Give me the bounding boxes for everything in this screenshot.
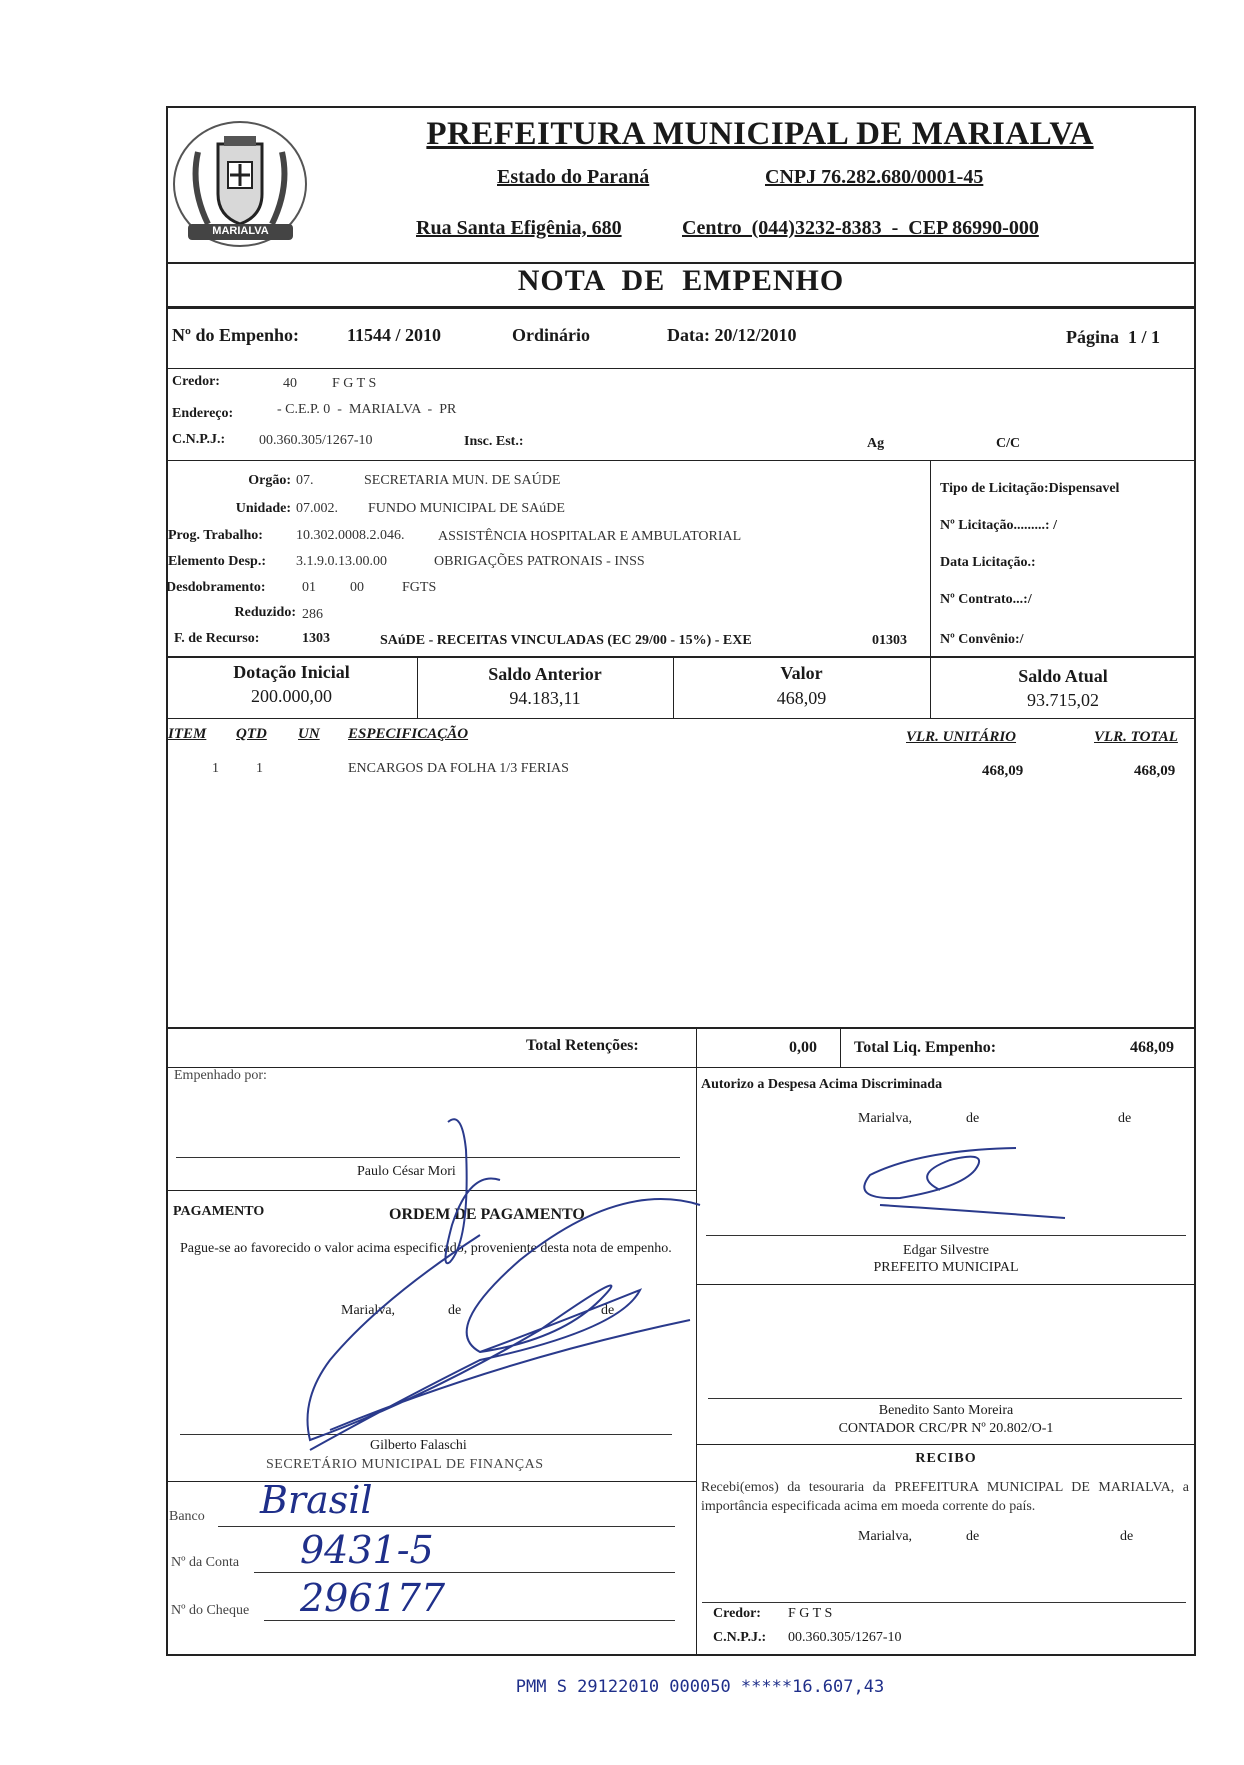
saldo-atual-value: 93.715,02: [1027, 690, 1099, 710]
recibo-de1: de: [966, 1529, 980, 1544]
total-liquido-value: 468,09: [1130, 1039, 1174, 1056]
prefeito-cargo: PREFEITO MUNICIPAL: [873, 1260, 1019, 1275]
ordem-pagamento-label: ORDEM DE PAGAMENTO: [389, 1206, 585, 1223]
total-liquido-label: Total Liq. Empenho:: [854, 1039, 997, 1056]
autorizo-local: Marialva,: [858, 1111, 913, 1126]
conta-corrente-label: C/C: [996, 436, 1021, 451]
signature-edgar: [864, 1148, 1065, 1218]
desdobramento-label: Desdobramento:: [166, 580, 266, 595]
total-retencoes-label: Total Retenções:: [526, 1037, 639, 1054]
elemento-code: 3.1.9.0.13.00.00: [296, 554, 387, 569]
municipal-cnpj: CNPJ 76.282.680/0001-45: [765, 166, 984, 188]
recurso-number: 01303: [872, 633, 907, 648]
row-vlr-unitario: 468,09: [982, 763, 1024, 779]
signature-gilberto: [308, 1199, 701, 1450]
banco-label: Banco: [169, 1509, 205, 1524]
orgao-label: Orgão:: [248, 473, 291, 488]
autorizo-de1: de: [966, 1111, 980, 1126]
endereco-label: Endereço:: [172, 406, 234, 421]
recibo-cnpj: 00.360.305/1267-10: [788, 1630, 902, 1645]
insc-est-label: Insc. Est.:: [464, 434, 524, 449]
unidade-label: Unidade:: [235, 501, 291, 516]
row-item: 1: [212, 761, 219, 776]
recibo-cnpj-label: C.N.P.J.:: [713, 1630, 767, 1645]
pagamento-de2: de: [601, 1303, 615, 1318]
reduzido-value: 286: [302, 607, 323, 622]
numero-contrato: Nº Contrato...:/: [940, 592, 1032, 607]
conta-handwritten: 9431-5: [300, 1528, 434, 1572]
cheque-label: Nº do Cheque: [171, 1603, 250, 1618]
recurso-name: SAúDE - RECEITAS VINCULADAS (EC 29/00 - 15%) - EXE: [380, 633, 752, 648]
recibo-credor: F G T S: [788, 1606, 833, 1621]
saldo-anterior-label: Saldo Anterior: [488, 664, 602, 684]
recibo-texto: Recebi(emos) da tesouraria da PREFEITURA MUNICIPAL DE MARIALVA, a importância especificada acima em moeda corrente do país.: [701, 1480, 1189, 1514]
col-un: UN: [298, 726, 320, 742]
state-label: Estado do Paraná: [497, 166, 650, 188]
empenho-number: 11544 / 2010: [347, 325, 442, 345]
recibo-credor-label: Credor:: [713, 1606, 761, 1621]
credor-cnpj: 00.360.305/1267-10: [259, 433, 373, 448]
col-vlr-unitario: VLR. UNITÁRIO: [906, 729, 1017, 745]
page-number: Página 1 / 1: [1066, 327, 1161, 347]
recibo-label: RECIBO: [915, 1451, 977, 1466]
footer-stamp: PMM S 29122010 000050 *****16.607,43: [515, 1677, 885, 1697]
contador-nome: Benedito Santo Moreira: [878, 1403, 1014, 1418]
pagamento-local: Marialva,: [341, 1303, 396, 1318]
saldo-anterior-value: 94.183,11: [509, 688, 581, 708]
reduzido-label: Reduzido:: [234, 605, 296, 620]
valor-value: 468,09: [776, 688, 827, 708]
page-title: PREFEITURA MUNICIPAL DE MARIALVA: [426, 116, 1094, 152]
prefeito-nome: Edgar Silvestre: [903, 1243, 989, 1258]
numero-licitacao: Nº Licitação.........: /: [940, 518, 1057, 533]
credor-code: 40: [283, 376, 297, 391]
autorizo-de2: de: [1118, 1111, 1132, 1126]
orgao-name: SECRETARIA MUN. DE SAÚDE: [364, 473, 561, 488]
unidade-code: 07.002.: [296, 501, 338, 516]
dotacao-inicial-value: 200.000,00: [251, 686, 332, 706]
secretario-nome: Gilberto Falaschi: [370, 1438, 467, 1453]
data-licitacao: Data Licitação.:: [940, 555, 1036, 570]
signature-paulo: [445, 1119, 500, 1263]
row-vlr-total: 468,09: [1134, 763, 1176, 779]
col-qtd: QTD: [236, 726, 267, 742]
pagamento-de1: de: [448, 1303, 462, 1318]
empenhado-nome: Paulo César Mori: [357, 1164, 456, 1179]
street-address: Rua Santa Efigênia, 680: [416, 217, 622, 239]
desdobramento-name: FGTS: [402, 580, 437, 595]
document-title: NOTA DE EMPENHO: [517, 264, 845, 297]
prog-trabalho-label: Prog. Trabalho:: [168, 528, 263, 543]
elemento-label: Elemento Desp.:: [168, 554, 266, 569]
numero-convenio: Nº Convênio:/: [940, 632, 1024, 647]
agencia-label: Ag: [867, 436, 885, 451]
row-qtd: 1: [256, 761, 263, 776]
empenho-number-label: Nº do Empenho:: [172, 325, 299, 345]
pagamento-label: PAGAMENTO: [173, 1204, 265, 1219]
col-especificacao: ESPECIFICAÇÃO: [348, 726, 469, 742]
empenhado-label: Empenhado por:: [174, 1068, 267, 1083]
recurso-label: F. de Recurso:: [174, 631, 260, 646]
desdobramento-b: 00: [350, 580, 364, 595]
contact-info: Centro (044)3232-8383 - CEP 86990-000: [682, 217, 1039, 239]
col-item: ITEM: [168, 726, 207, 742]
pagamento-texto: Pague-se ao favorecido o valor acima especificado, proveniente desta nota de empenho.: [180, 1241, 672, 1256]
crest-banner-text: MARIALVA: [212, 225, 269, 237]
conta-label: Nº da Conta: [171, 1555, 240, 1570]
credor-endereco: - C.E.P. 0 - MARIALVA - PR: [277, 402, 457, 417]
desdobramento-a: 01: [302, 580, 316, 595]
credor-name: F G T S: [332, 376, 377, 391]
credor-label: Credor:: [172, 374, 220, 389]
prog-trabalho-code: 10.302.0008.2.046.: [296, 528, 405, 543]
valor-label: Valor: [780, 663, 823, 683]
banco-handwritten: Brasil: [260, 1478, 373, 1522]
row-especificacao: ENCARGOS DA FOLHA 1/3 FERIAS: [348, 761, 569, 776]
recibo-de2: de: [1120, 1529, 1134, 1544]
contador-cargo: CONTADOR CRC/PR Nº 20.802/O-1: [838, 1421, 1054, 1436]
col-vlr-total: VLR. TOTAL: [1094, 729, 1178, 745]
orgao-code: 07.: [296, 473, 314, 488]
saldo-atual-label: Saldo Atual: [1018, 666, 1108, 686]
recurso-code: 1303: [302, 631, 330, 646]
elemento-name: OBRIGAÇÕES PATRONAIS - INSS: [434, 554, 645, 569]
cheque-handwritten: 296177: [300, 1576, 446, 1620]
tipo-licitacao: Tipo de Licitação:Dispensavel: [940, 481, 1120, 496]
cnpj-label: C.N.P.J.:: [172, 432, 226, 447]
total-retencoes-value: 0,00: [789, 1039, 817, 1056]
secretario-cargo: SECRETÁRIO MUNICIPAL DE FINANÇAS: [266, 1457, 544, 1472]
dotacao-inicial-label: Dotação Inicial: [233, 662, 350, 682]
unidade-name: FUNDO MUNICIPAL DE SAúDE: [368, 501, 565, 516]
autorizo-label: Autorizo a Despesa Acima Discriminada: [701, 1077, 943, 1092]
empenho-type: Ordinário: [512, 325, 591, 345]
prog-trabalho-name: ASSISTÊNCIA HOSPITALAR E AMBULATORIAL: [438, 529, 742, 544]
empenho-date: Data: 20/12/2010: [667, 325, 797, 345]
recibo-local: Marialva,: [858, 1529, 913, 1544]
